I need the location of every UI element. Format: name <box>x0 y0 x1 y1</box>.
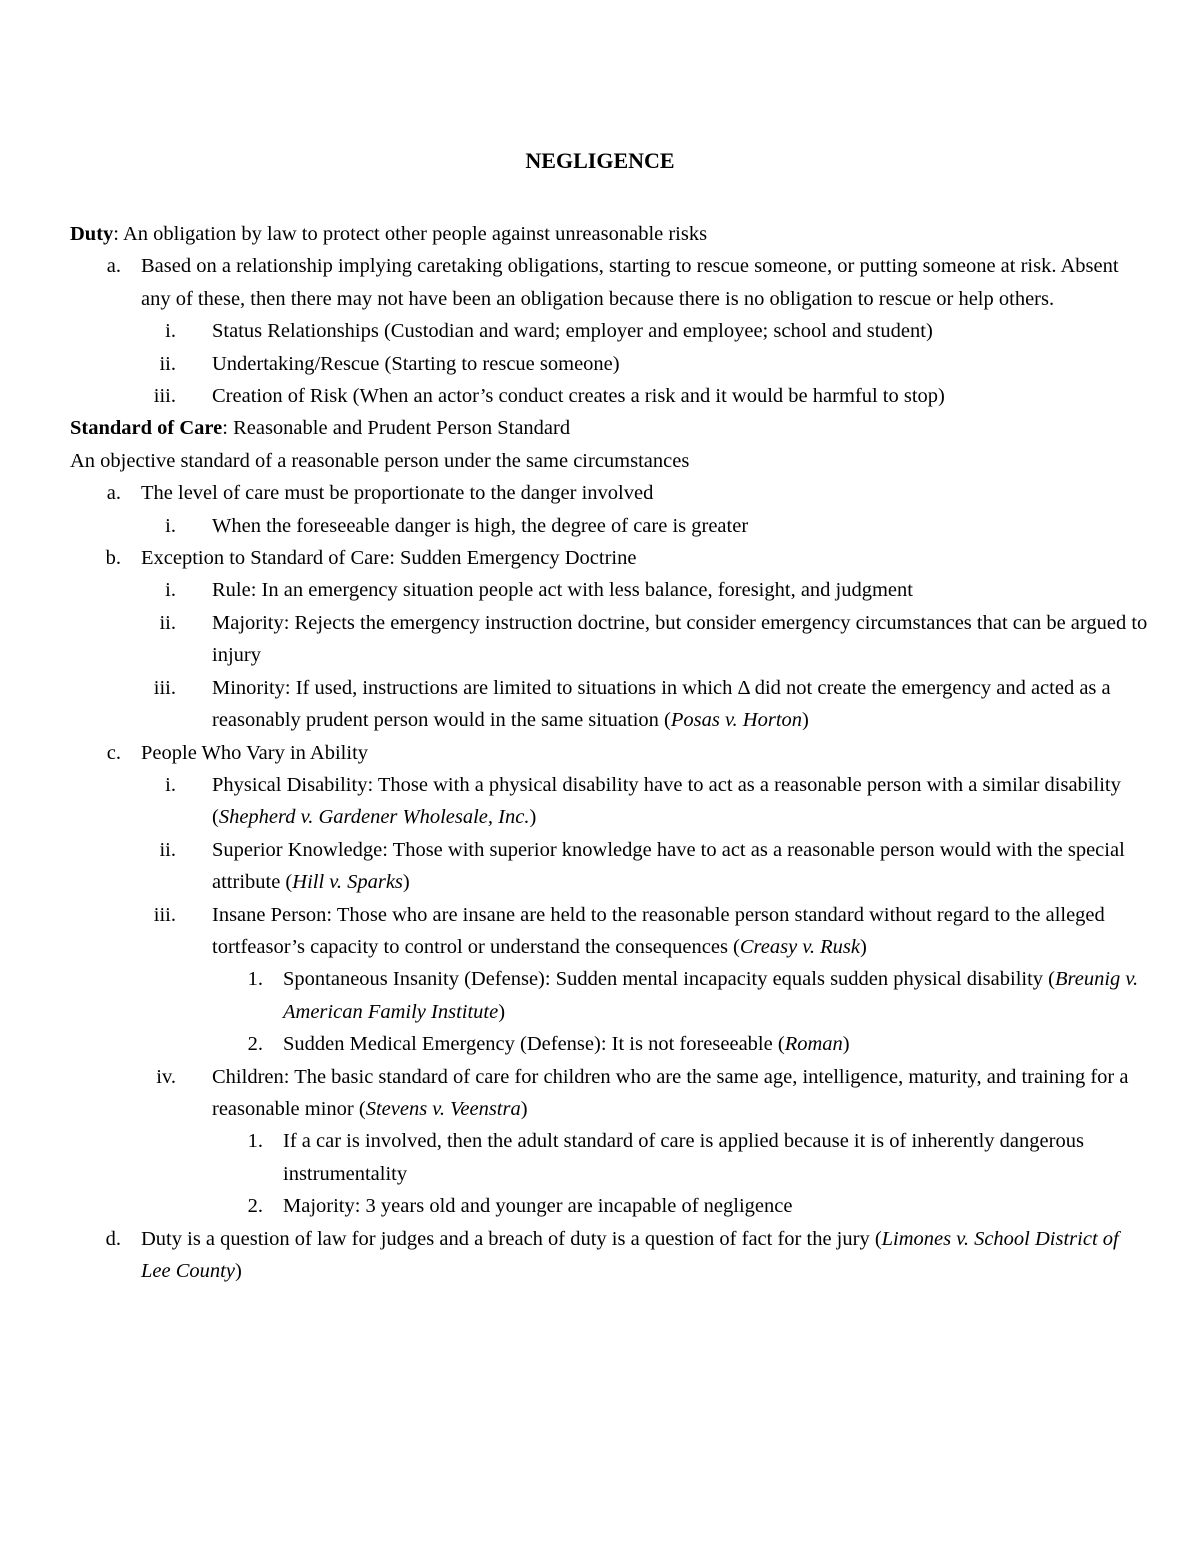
list-item-text: Superior Knowledge: Those with superior knowledge have to act as a reasonable person would with the special attribute ( <box>212 838 1125 894</box>
citation-close: ) <box>520 1097 528 1120</box>
list-item-text: Sudden Medical Emergency (Defense): It is not foreseeable ( <box>283 1033 785 1056</box>
document-body <box>70 218 1150 1287</box>
list-item-text: When the foreseeable danger is high, the degree of care is greater <box>212 514 749 537</box>
list-item <box>70 899 1150 964</box>
duty-definition: : An obligation by law to protect other people against unreasonable risks <box>113 223 708 245</box>
case-citation: Hill v. Sparks <box>292 871 403 894</box>
list-item-text: If a car is involved, then the adult standard of care is applied because it is of inherently dangerous instrumentality <box>283 1130 1084 1185</box>
list-item-text: Majority: 3 years old and younger are incapable of negligence <box>283 1195 793 1218</box>
case-citation: Shepherd v. Gardener Wholesale, Inc. <box>218 806 530 829</box>
standard-subtitle: An objective standard of a reasonable person under the same circumstances <box>70 449 690 472</box>
case-citation: Stevens v. Veenstra <box>365 1097 521 1120</box>
citation-close: ) <box>498 1000 506 1023</box>
list-marker: iv. <box>156 1065 176 1088</box>
list-item <box>70 477 1150 509</box>
list-item-text: Physical Disability: Those with a physical disability have to act as a reasonable person with a similar disability ( <box>212 773 1121 829</box>
citation-close: ) <box>842 1033 850 1056</box>
list-marker: ii. <box>159 838 176 861</box>
list-item <box>70 607 1150 672</box>
standard-heading: Standard of Care <box>70 417 223 440</box>
list-item-text: Children: The basic standard of care for children who are the same age, intelligence, maturity, and training for a reasonable minor ( <box>212 1065 1129 1120</box>
duty-heading: Duty <box>70 223 114 245</box>
case-citation: Posas v. Horton <box>670 709 803 732</box>
list-item-text: Insane Person: Those who are insane are held to the reasonable person standard without regard to the alleged tortfeasor’s capacity to control or understand the consequences ( <box>212 903 1105 958</box>
list-marker: a. <box>106 482 121 505</box>
list-marker: 2. <box>247 1195 263 1218</box>
list-marker: i. <box>165 320 176 343</box>
case-citation: Roman <box>784 1033 843 1056</box>
list-item <box>70 769 1150 834</box>
citation-close: ) <box>234 1260 242 1282</box>
citation-close: ) <box>860 935 867 958</box>
list-marker: ii. <box>159 611 176 634</box>
list-marker: 2. <box>247 1033 263 1056</box>
list-item <box>70 1061 1150 1126</box>
case-citation: Breunig v. American Family Institute <box>283 968 1139 1023</box>
citation-close: ) <box>802 709 809 732</box>
case-citation: Limones v. School District of Lee County <box>141 1227 1119 1282</box>
case-citation: Creasy v. Rusk <box>739 935 860 958</box>
list-marker: d. <box>105 1227 121 1250</box>
citation-close: ) <box>402 871 410 894</box>
list-marker: 1. <box>247 968 263 991</box>
list-item-text: Majority: Rejects the emergency instruction doctrine, but consider emergency circumstances that can be argued to injury <box>212 611 1148 667</box>
page-title: NEGLIGENCE <box>525 148 675 173</box>
list-item-text: Minority: If used, instructions are limited to situations in which Δ did not create the emergency and acted as a reasonably prudent person would in the same situation ( <box>212 676 1111 732</box>
list-item <box>70 574 1150 606</box>
list-marker: i. <box>165 579 176 602</box>
list-item <box>70 510 1150 542</box>
list-item <box>70 348 1150 380</box>
list-marker: iii. <box>153 385 176 408</box>
list-item-text: The level of care must be proportionate to the danger involved <box>141 482 654 505</box>
list-item <box>70 1223 1150 1288</box>
duty-paragraph <box>70 218 1150 250</box>
list-item-text: Based on a relationship implying caretaking obligations, starting to rescue someone, or putting someone at risk. Absent any of these, then there may not have been an obligation because there is no obligation to rescue or help others. <box>141 255 1119 310</box>
list-item-text: Rule: In an emergency situation people act with less balance, foresight, and judgment <box>212 579 913 602</box>
list-marker: a. <box>106 255 121 278</box>
list-item <box>70 380 1150 412</box>
list-item-text: People Who Vary in Ability <box>141 741 369 764</box>
standard-paragraph <box>70 412 1150 444</box>
standard-definition: : Reasonable and Prudent Person Standard <box>222 417 571 440</box>
list-item <box>70 542 1150 574</box>
list-marker: ii. <box>159 352 176 375</box>
list-marker: b. <box>105 547 121 570</box>
list-item <box>70 250 1150 315</box>
list-marker: iii. <box>153 676 176 699</box>
list-marker: i. <box>165 514 176 537</box>
list-item <box>70 1028 1150 1060</box>
list-item <box>70 737 1150 769</box>
list-item <box>70 963 1150 1028</box>
list-item-text: Undertaking/Rescue (Starting to rescue someone) <box>212 352 620 375</box>
list-item-text: Exception to Standard of Care: Sudden Emergency Doctrine <box>141 547 637 570</box>
list-item <box>70 1190 1150 1222</box>
list-item-text: Duty is a question of law for judges and a breach of duty is a question of fact for the jury ( <box>141 1227 882 1250</box>
citation-close: ) <box>529 806 537 829</box>
list-marker: c. <box>106 741 121 764</box>
list-marker: i. <box>165 773 176 796</box>
list-marker: 1. <box>247 1130 263 1153</box>
list-marker: iii. <box>153 903 176 926</box>
list-item <box>70 1125 1150 1190</box>
list-item-text: Creation of Risk (When an actor’s conduct creates a risk and it would be harmful to stop) <box>212 385 945 408</box>
list-item <box>70 672 1150 737</box>
list-item-text: Spontaneous Insanity (Defense): Sudden mental incapacity equals sudden physical disability ( <box>283 968 1055 991</box>
list-item <box>70 315 1150 347</box>
list-item <box>70 834 1150 899</box>
list-item-text: Status Relationships (Custodian and ward; employer and employee; school and student) <box>212 320 933 343</box>
